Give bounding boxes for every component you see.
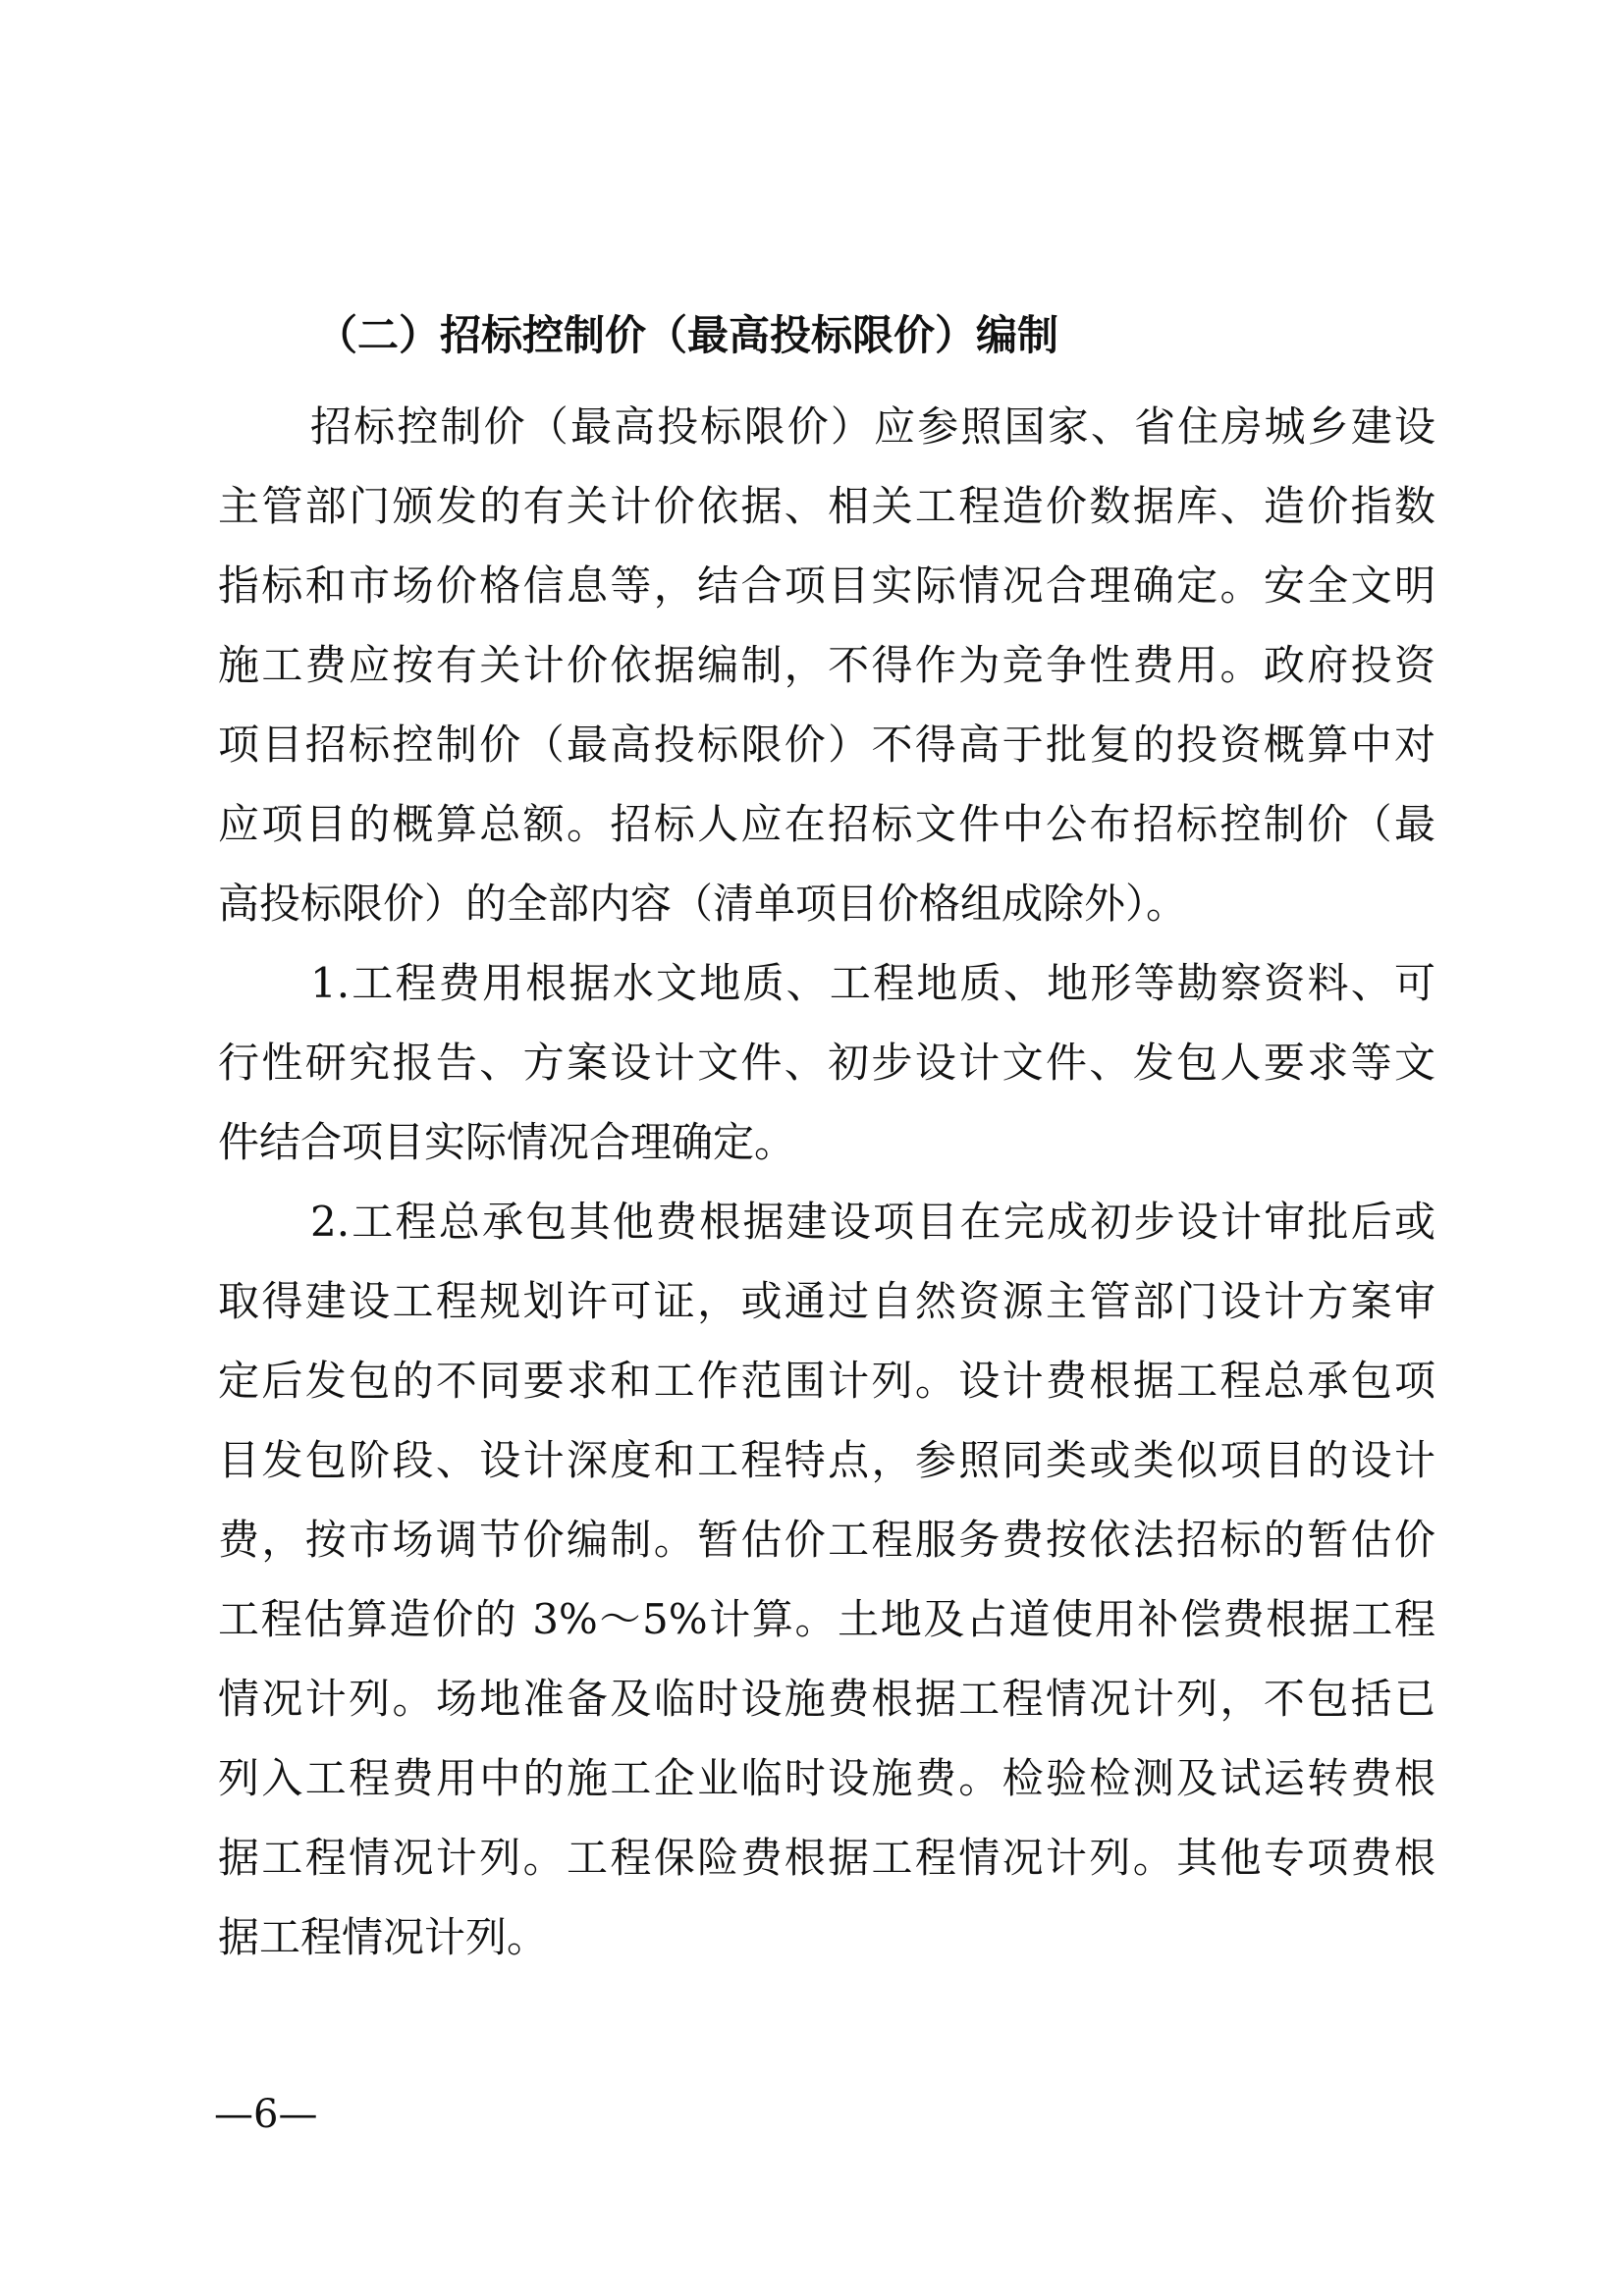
section-heading: （二）招标控制价（最高投标限价）编制 [316,311,1059,359]
paragraph-line: 费，按市场调节价编制。暂估价工程服务费按依法招标的暂估价 [218,1516,1435,1564]
page-number: —6— [214,2092,318,2137]
paragraph-line: 件结合项目实际情况合理确定。 [218,1118,796,1166]
paragraph-line: 取得建设工程规划许可证，或通过自然资源主管部门设计方案审 [218,1277,1435,1325]
paragraph-line: 据工程情况计列。 [218,1913,549,1961]
paragraph-line: 主管部门颁发的有关计价依据、相关工程造价数据库、造价指数 [218,482,1435,530]
paragraph-line: 高投标限价）的全部内容（清单项目价格组成除外）。 [218,880,1188,928]
paragraph-line: 招标控制价（最高投标限价）应参照国家、省住房城乡建设 [310,402,1435,451]
paragraph-line: 工程估算造价的 3%～5%计算。土地及占道使用补偿费根据工程 [218,1595,1435,1643]
paragraph-line: 指标和市场价格信息等，结合项目实际情况合理确定。安全文明 [218,561,1435,610]
paragraph-line: 施工费应按有关计价依据编制，不得作为竞争性费用。政府投资 [218,641,1435,689]
paragraph-line: 2.工程总承包其他费根据建设项目在完成初步设计审批后或 [310,1198,1435,1246]
paragraph-3 [218,1182,1435,1977]
paragraph-line: 情况计列。场地准备及临时设施费根据工程情况计列，不包括已 [218,1675,1435,1723]
paragraph-line: 1.工程费用根据水文地质、工程地质、地形等勘察资料、可 [310,959,1435,1007]
paragraph-line: 目发包阶段、设计深度和工程特点，参照同类或类似项目的设计 [218,1436,1435,1484]
paragraph-line: 行性研究报告、方案设计文件、初步设计文件、发包人要求等文 [218,1039,1435,1087]
paragraph-line: 项目招标控制价（最高投标限价）不得高于批复的投资概算中对 [218,721,1435,769]
paragraph-line: 应项目的概算总额。招标人应在招标文件中公布招标控制价（最 [218,800,1435,848]
paragraph-2 [218,943,1435,1182]
paragraph-line: 列入工程费用中的施工企业临时设施费。检验检测及试运转费根 [218,1754,1435,1802]
paragraph-1 [218,387,1435,943]
paragraph-line: 据工程情况计列。工程保险费根据工程情况计列。其他专项费根 [218,1834,1435,1882]
paragraph-line: 定后发包的不同要求和工作范围计列。设计费根据工程总承包项 [218,1357,1435,1405]
